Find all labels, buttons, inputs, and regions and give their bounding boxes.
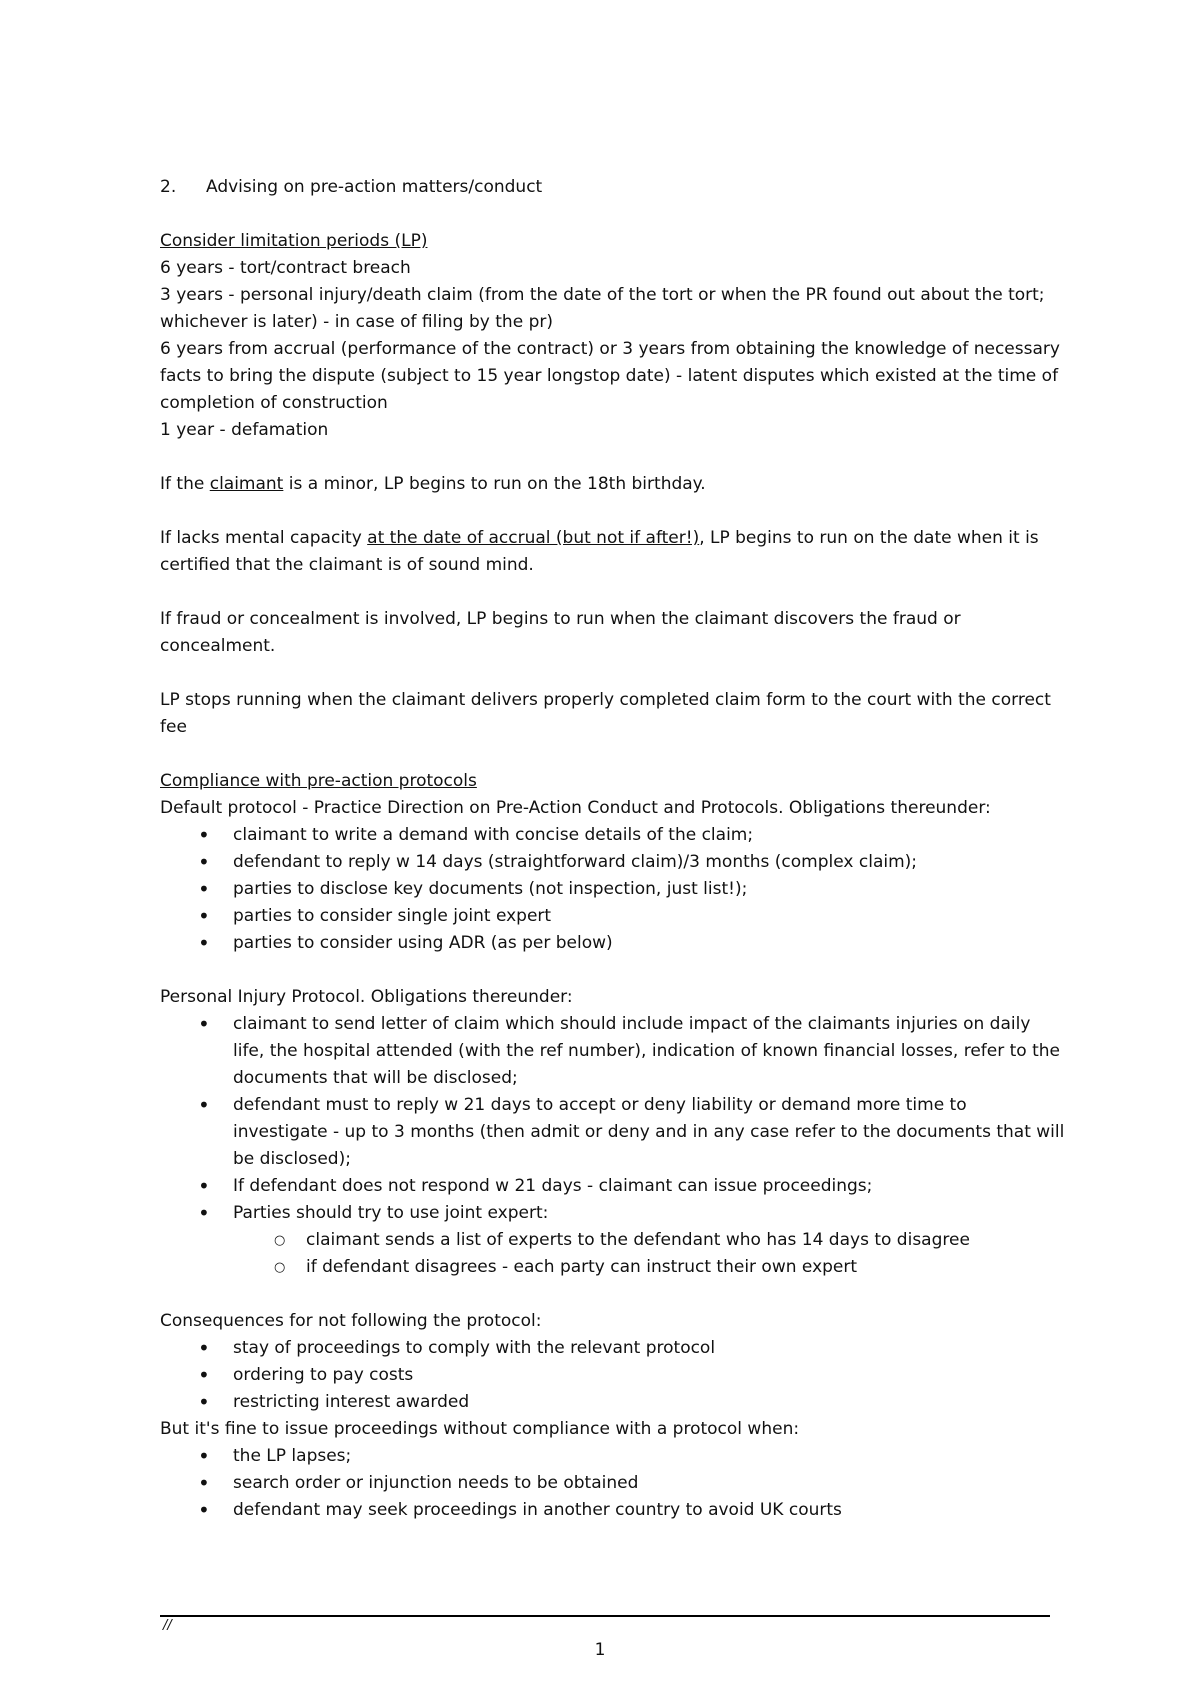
sub-list-item: ○ if defendant disagrees - each party can instruct their own expert	[160, 1254, 1065, 1281]
minor-text-end: is a minor, LP begins to run on the 18th birthday.	[283, 474, 706, 494]
pi-protocol-intro: Personal Injury Protocol. Obligations thereunder:	[160, 987, 573, 1007]
pi-protocol-list	[160, 1011, 1065, 1281]
list-item: • defendant may seek proceedings in another country to avoid UK courts	[160, 1497, 1065, 1524]
minor-paragraph	[160, 471, 1065, 498]
list-item: • stay of proceedings to comply with the relevant protocol	[160, 1335, 1065, 1362]
minor-underlined: claimant	[209, 474, 284, 494]
section-number: 2.	[160, 177, 177, 197]
footer-mark: //	[163, 1618, 172, 1633]
joint-expert-sublist	[233, 1227, 1065, 1281]
limitation-line: 1 year - defamation	[160, 420, 329, 440]
list-item: • parties to consider using ADR (as per below)	[160, 930, 1065, 957]
footer-divider	[160, 1615, 1050, 1617]
exceptions-intro: But it's fine to issue proceedings without compliance with a protocol when:	[160, 1419, 800, 1439]
list-item: • defendant must to reply w 21 days to accept or deny liability or demand more time to investigate - up to 3 months (then admit or deny and in any case refer to the documents that will be disclosed);	[160, 1092, 1065, 1173]
list-item: • claimant to write a demand with concise details of the claim;	[160, 822, 1065, 849]
capacity-text: If lacks mental capacity	[160, 528, 368, 548]
list-item: • restricting interest awarded	[160, 1389, 1065, 1416]
list-item: • parties to disclose key documents (not inspection, just list!);	[160, 876, 1065, 903]
compliance-title: Compliance with pre-action protocols	[160, 771, 477, 791]
document-body	[160, 174, 1065, 1524]
page-number: 1	[594, 1640, 606, 1660]
list-item: • defendant to reply w 14 days (straightforward claim)/3 months (complex claim);	[160, 849, 1065, 876]
list-item: • If defendant does not respond w 21 days - claimant can issue proceedings;	[160, 1173, 1065, 1200]
limitation-line: 3 years - personal injury/death claim (from the date of the tort or when the PR found out about the tort; whichever is later) - in case of filing by the pr)	[160, 285, 1045, 332]
stops-paragraph: LP stops running when the claimant delivers properly completed claim form to the court with the correct fee	[160, 690, 1051, 737]
capacity-text-end: , LP begins to run on the date when it is certified that the claimant is of sound mind.	[160, 528, 1039, 575]
minor-text: If the	[160, 474, 210, 494]
limitation-line: 6 years from accrual (performance of the contract) or 3 years from obtaining the knowledge of necessary facts to bring the dispute (subject to 15 year longstop date) - latent disputes which existed at the time of completion of construction	[160, 339, 1060, 413]
list-item-joint-expert	[160, 1200, 1065, 1281]
list-item: • ordering to pay costs	[160, 1362, 1065, 1389]
default-protocol-list	[160, 822, 1065, 957]
list-item-text: Parties should try to use joint expert:	[233, 1203, 549, 1223]
list-item: • the LP lapses;	[160, 1443, 1065, 1470]
sub-list-item: ○ claimant sends a list of experts to the defendant who has 14 days to disagree	[160, 1227, 1065, 1254]
limitation-line: 6 years - tort/contract breach	[160, 258, 411, 278]
list-item: • search order or injunction needs to be obtained	[160, 1470, 1065, 1497]
capacity-paragraph	[160, 525, 1065, 579]
capacity-underlined: at the date of accrual (but not if after!)	[367, 528, 700, 548]
section-title: Advising on pre-action matters/conduct	[206, 177, 543, 197]
limitation-title: Consider limitation periods (LP)	[160, 231, 428, 251]
consequences-list	[160, 1335, 1065, 1416]
section-heading	[160, 174, 1065, 201]
fraud-paragraph: If fraud or concealment is involved, LP begins to run when the claimant discovers the fraud or concealment.	[160, 609, 961, 656]
list-item: • parties to consider single joint expert	[160, 903, 1065, 930]
list-item: • claimant to send letter of claim which should include impact of the claimants injuries on daily life, the hospital attended (with the ref number), indication of known financial losses, refer to the documents that will be disclosed;	[160, 1011, 1065, 1092]
exceptions-list	[160, 1443, 1065, 1524]
default-protocol-intro: Default protocol - Practice Direction on Pre-Action Conduct and Protocols. Obligations thereunder:	[160, 798, 991, 818]
consequences-intro: Consequences for not following the protocol:	[160, 1311, 542, 1331]
